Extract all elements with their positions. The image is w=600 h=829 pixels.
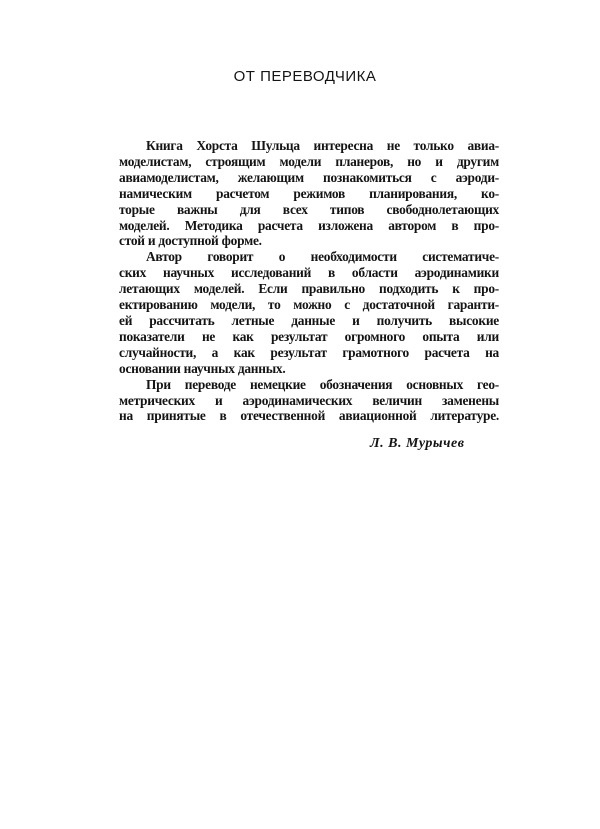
text-line: ских научных исследований в области аэродинамики — [119, 265, 499, 281]
text-line: основании научных данных. — [119, 360, 286, 376]
text-line: Книга Хорста Шульца интересна не только авиа- — [146, 138, 499, 153]
text-line: летающих моделей. Если правильно подходить к про- — [119, 281, 499, 297]
text-line: намическим расчетом режимов планирования, ко- — [119, 185, 499, 201]
text-line: При переводе немецкие обозначения основных гео- — [146, 376, 499, 392]
text-line: стой и доступной форме. — [119, 233, 262, 249]
text-line: торые важны для всех типов свободнолетающих — [119, 201, 499, 217]
text-line: метрических и аэродинамических величин заменены — [119, 392, 499, 408]
text-line: Автор говорит о необходимости систематиче- — [146, 249, 499, 265]
body-text — [119, 138, 499, 424]
text-line: ектированию модели, то можно с достаточной гаранти- — [119, 297, 499, 313]
text-line: случайности, а как результат грамотного расчета на — [119, 344, 499, 360]
text-line: авиамоделистам, желающим познакомиться с аэроди- — [119, 169, 499, 185]
text-line: показатели не как результат огромного опыта или — [119, 328, 499, 344]
text-line: моделей. Методика расчета изложена автором в про- — [119, 217, 499, 233]
text-line: моделистам, строящим модели планеров, но и другим — [119, 153, 499, 169]
text-line: ей рассчитать летные данные и получить высокие — [119, 312, 499, 328]
text-line: на принятые в отечественной авиационной литературе. — [119, 408, 499, 424]
page-title: ОТ ПЕРЕВОДЧИКА — [233, 68, 377, 85]
translator-signature: Л. В. Мурычев — [370, 436, 465, 451]
